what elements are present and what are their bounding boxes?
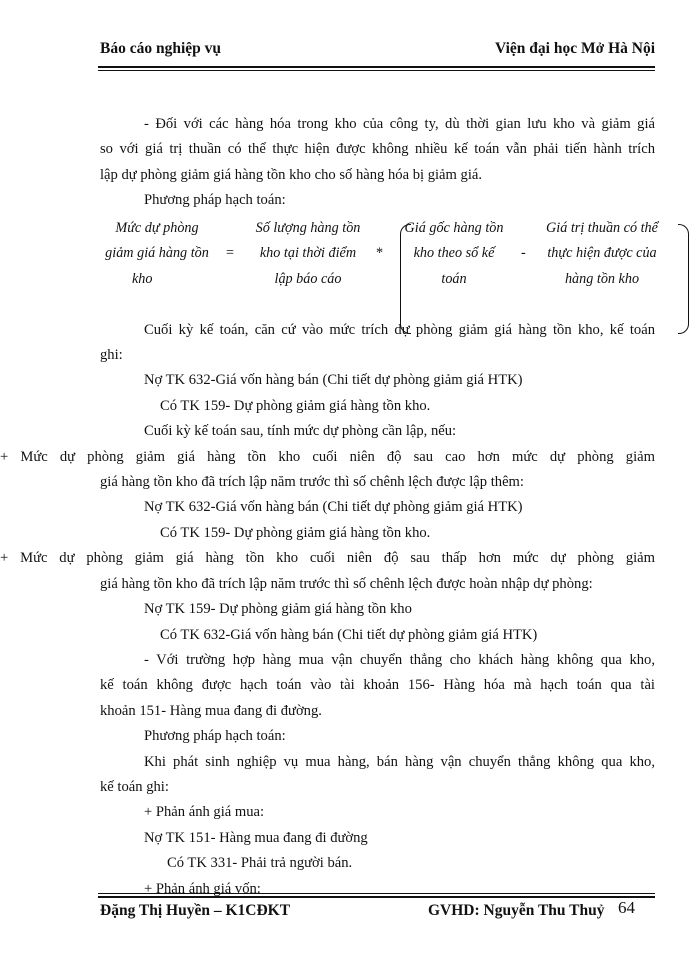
formula-minus: -: [521, 244, 526, 261]
journal-debit: Nợ TK 151- Hàng mua đang đi đường: [144, 829, 368, 846]
journal-credit: Có TK 632-Giá vốn hàng bán (Chi tiết dự phòng giảm giá HTK): [160, 626, 538, 643]
paragraph-line: - Đối với các hàng hóa trong kho của công ty, dù thời gian lưu kho và giảm giá: [144, 116, 655, 132]
journal-credit: Có TK 331- Phải trả người bán.: [167, 855, 353, 872]
journal-credit: Có TK 159- Dự phòng giảm giá hàng tồn kho.: [160, 397, 431, 414]
journal-debit: Nợ TK 159- Dự phòng giảm giá hàng tồn kho: [144, 601, 412, 618]
formula-term-quantity: Số lượng hàng tồn kho tại thời điểm lập báo cáo: [255, 219, 361, 287]
paragraph-line: Cuối kỳ kế toán sau, tính mức dự phòng cần lập, nếu:: [144, 423, 457, 440]
page-header-right: Viện đại học Mở Hà Nội: [495, 40, 655, 57]
paragraph-line: + Phản ánh giá vốn:: [144, 880, 261, 897]
header-rule-thin: [98, 70, 655, 71]
paragraph-line: + Mức dự phòng giảm giá hàng tồn kho cuối niên độ sau cao hơn mức dự phòng giảm: [0, 448, 655, 465]
formula-equals: =: [226, 244, 235, 261]
footer-rule: [98, 896, 655, 898]
paragraph-line: kế toán không được hạch toán vào tài khoản 156- Hàng hóa mà hạch toán qua tài: [100, 677, 655, 694]
footer-author: Đặng Thị Huyền – K1CĐKT: [100, 902, 291, 919]
document-body: [0, 112, 658, 902]
method-heading: Phương pháp hạch toán:: [144, 192, 286, 209]
paragraph-line: + Phản ánh giá mua:: [144, 804, 265, 821]
footer-rule-thin: [98, 893, 655, 894]
paragraph-line: giá hàng tồn kho đã trích lập năm trước thì số chênh lệch được lập thêm:: [100, 474, 524, 491]
journal-debit: Nợ TK 632-Giá vốn hàng bán (Chi tiết dự phòng giảm giá HTK): [144, 372, 523, 389]
paragraph-line: so với giá trị thuần có thể thực hiện được không nhiều kế toán vẫn phải tiến hành trích: [100, 141, 655, 158]
header-rule: [98, 66, 655, 68]
paragraph-line: khoản 151- Hàng mua đang đi đường.: [100, 702, 322, 719]
page-header-left: Báo cáo nghiệp vụ: [100, 40, 222, 57]
paragraph-line: ghi:: [100, 347, 123, 364]
journal-debit: Nợ TK 632-Giá vốn hàng bán (Chi tiết dự phòng giảm giá HTK): [144, 499, 523, 516]
provision-formula: [100, 216, 658, 318]
formula-term-provision: Mức dự phòng giảm giá hàng tồn kho: [105, 219, 209, 287]
page-number: 64: [618, 898, 635, 917]
journal-credit: Có TK 159- Dự phòng giảm giá hàng tồn kho.: [160, 524, 431, 541]
formula-term-cost: Giá gốc hàng tồn kho theo sổ kế toán: [404, 219, 504, 287]
formula-term-net-value: Giá trị thuần có thể thực hiện được của hàng tồn kho: [546, 219, 658, 287]
paragraph-line: lập dự phòng giảm giá hàng tồn kho cho số hàng hóa bị giảm giá.: [100, 166, 483, 183]
paragraph-line: - Với trường hợp hàng mua vận chuyển thẳng cho khách hàng không qua kho,: [144, 651, 655, 668]
footer-supervisor: GVHD: Nguyễn Thu Thuỷ: [428, 902, 605, 919]
formula-multiply: *: [376, 244, 384, 261]
paragraph-line: + Mức dự phòng giảm giá hàng tồn kho cuối niên độ sau thấp hơn mức dự phòng giảm: [0, 550, 655, 567]
paragraph-line: kế toán ghi:: [100, 778, 169, 795]
method-heading: Phương pháp hạch toán:: [144, 728, 286, 745]
right-bracket: [678, 224, 689, 334]
paragraph-line: Khi phát sinh nghiệp vụ mua hàng, bán hàng vận chuyển thẳng không qua kho,: [144, 753, 655, 770]
paragraph-line: Cuối kỳ kế toán, căn cứ vào mức trích dự phòng giảm giá hàng tồn kho, kế toán: [144, 321, 655, 338]
paragraph-line: giá hàng tồn kho đã trích lập năm trước thì số chênh lệch được hoàn nhập dự phòng:: [100, 575, 593, 592]
